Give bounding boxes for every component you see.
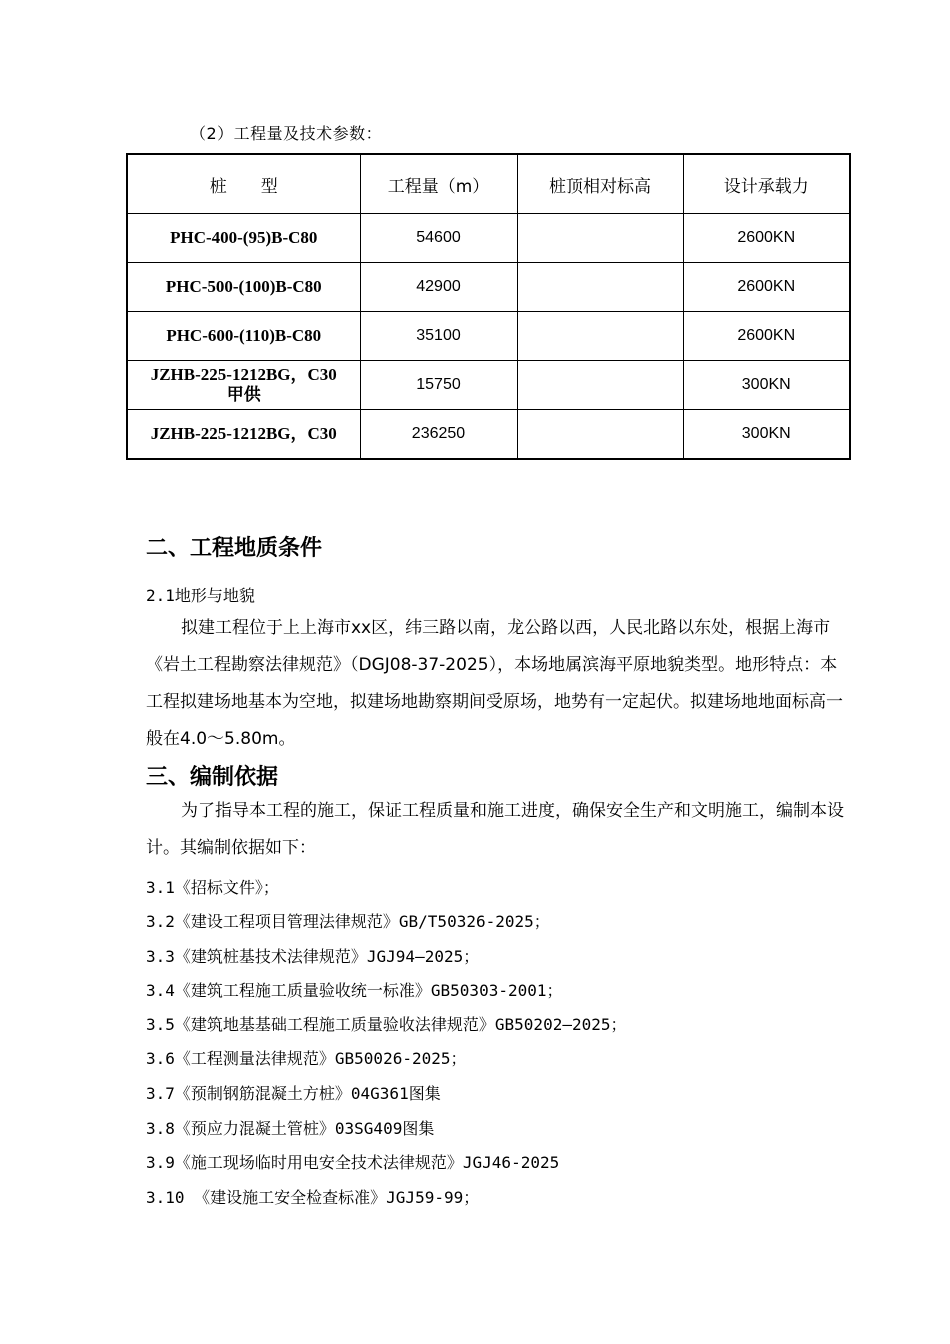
list-item: 3.3《建筑桩基技术法律规范》JGJ94—2025；	[146, 947, 480, 966]
table-row	[127, 312, 850, 361]
list-item: 3.5《建筑地基基础工程施工质量验收法律规范》GB50202—2025；	[146, 1015, 627, 1034]
cell-top-elevation	[517, 410, 683, 460]
section-heading-basis: 三、编制依据	[146, 765, 279, 790]
cell-design-capacity: 300KN	[683, 410, 850, 460]
cell-quantity: 15750	[360, 361, 517, 410]
list-item: 3.2《建设工程项目管理法律规范》GB/T50326-2025；	[146, 912, 550, 931]
pile-parameters-table	[126, 153, 851, 460]
header-pile-type: 桩 型	[127, 154, 360, 214]
cell-top-elevation	[517, 214, 683, 263]
cell-pile-type: PHC-500-(100)B-C80	[127, 263, 360, 312]
cell-top-elevation	[517, 263, 683, 312]
header-design-capacity: 设计承载力	[683, 154, 850, 214]
list-item: 3.7《预制钢筋混凝土方桩》04G361图集	[146, 1084, 441, 1103]
cell-design-capacity: 2600KN	[683, 263, 850, 312]
table-row	[127, 214, 850, 263]
cell-design-capacity: 2600KN	[683, 214, 850, 263]
cell-design-capacity: 300KN	[683, 361, 850, 410]
cell-top-elevation	[517, 361, 683, 410]
list-item: 3.6《工程测量法律规范》GB50026-2025；	[146, 1049, 467, 1068]
list-item: 3.4《建筑工程施工质量验收统一标准》GB50303-2001；	[146, 981, 563, 1000]
paragraph-terrain-text: 拟建工程位于上上海市xx区，纬三路以南，龙公路以西，人民北路以东处，根据上海市《岩土工程勘察法律规范》（DGJ08-37-2025），本场地属滨海平原地貌类型。地形特点：本工程拟建场地基本为空地，拟建场地勘察期间受原场，地势有一定起伏。拟建场地地面标高一般在4.0～5.80m。	[146, 618, 843, 749]
section-heading-geology: 二、工程地质条件	[146, 536, 323, 561]
list-item: 3.10 《建设施工安全检查标准》JGJ59-99；	[146, 1188, 480, 1207]
list-item: 3.8《预应力混凝土管桩》03SG409图集	[146, 1119, 435, 1138]
paragraph-terrain	[146, 610, 854, 758]
cell-quantity: 54600	[360, 214, 517, 263]
paragraph-basis	[146, 793, 854, 867]
list-item: 3.9《施工现场临时用电安全技术法律规范》JGJ46-2025	[146, 1153, 560, 1172]
cell-quantity: 42900	[360, 263, 517, 312]
list-item: 3.1《招标文件》；	[146, 878, 279, 897]
header-top-elevation: 桩顶相对标高	[517, 154, 683, 214]
header-quantity: 工程量（m）	[360, 154, 517, 214]
table-row	[127, 361, 850, 410]
cell-top-elevation	[517, 312, 683, 361]
table-row	[127, 263, 850, 312]
table-header-row	[127, 154, 850, 214]
paragraph-basis-text: 为了指导本工程的施工，保证工程质量和施工进度，确保安全生产和文明施工，编制本设计。其编制依据如下：	[146, 801, 844, 858]
table-row	[127, 410, 850, 460]
cell-design-capacity: 2600KN	[683, 312, 850, 361]
subsection-heading-terrain: 2.1地形与地貌	[146, 586, 255, 605]
cell-quantity: 35100	[360, 312, 517, 361]
table-caption: （2）工程量及技术参数：	[190, 124, 383, 143]
cell-pile-type: PHC-400-(95)B-C80	[127, 214, 360, 263]
cell-pile-type: JZHB-225-1212BG，C30 甲供	[127, 361, 360, 410]
cell-quantity: 236250	[360, 410, 517, 460]
cell-pile-type: PHC-600-(110)B-C80	[127, 312, 360, 361]
cell-pile-type: JZHB-225-1212BG，C30	[127, 410, 360, 460]
